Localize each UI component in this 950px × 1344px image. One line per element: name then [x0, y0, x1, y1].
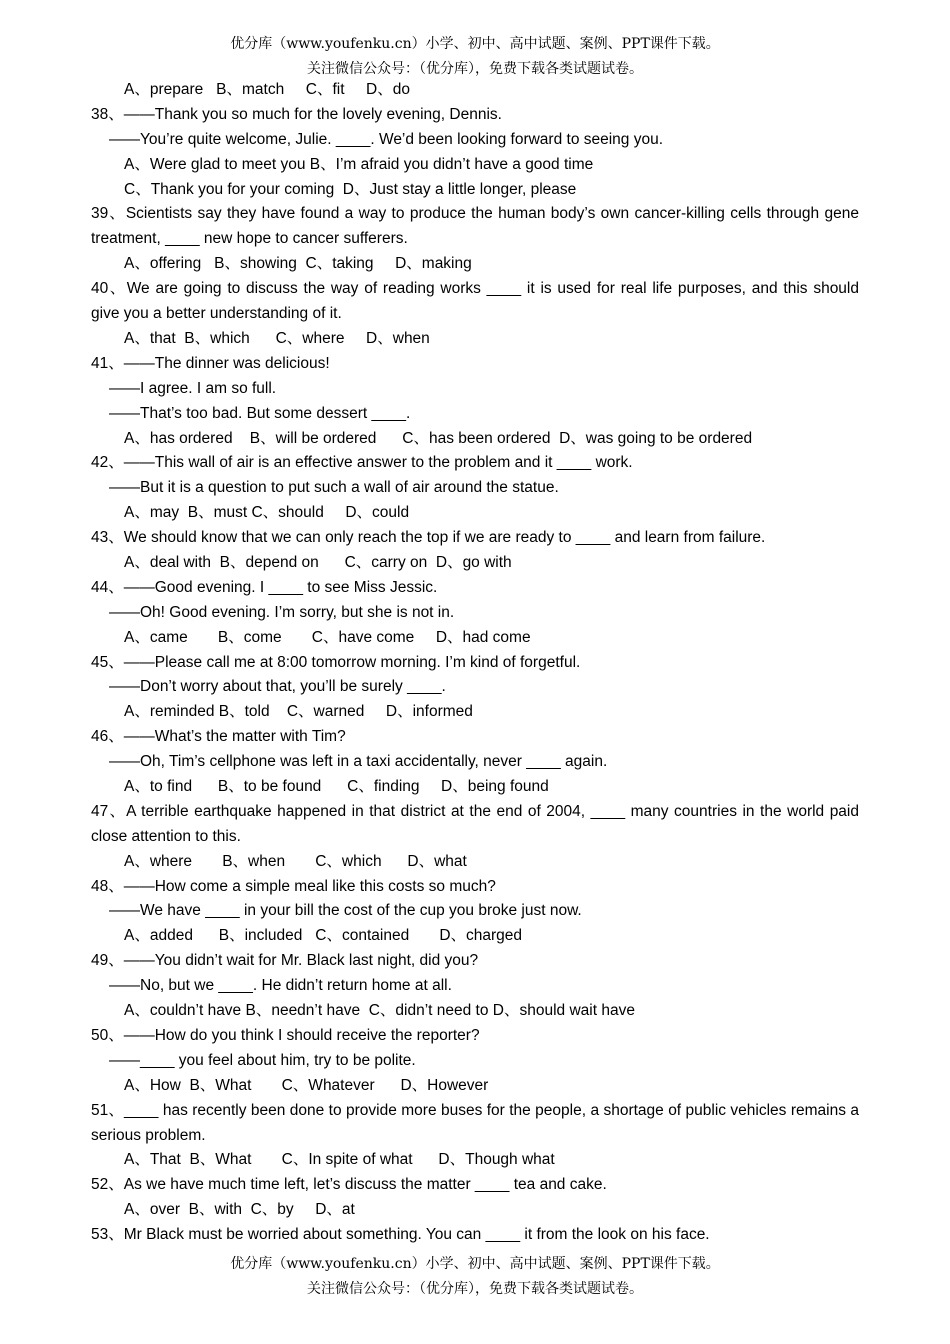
answer-options: A、reminded B、told C、warned D、informed — [124, 703, 473, 721]
question-line: 38、——Thank you so much for the lovely evening, Dennis. — [91, 105, 502, 123]
question-line: 51、____ has recently been done to provide more buses for the people, a shortage of public vehicles remains a serious problem. — [91, 1101, 859, 1144]
dialogue-line: ——You’re quite welcome, Julie. ____. We’d been looking forward to seeing you. — [109, 130, 664, 148]
dialogue-line: ——That’s too bad. But some dessert ____. — [109, 404, 411, 422]
dialogue-line: ——Oh! Good evening. I’m sorry, but she is not in. — [109, 603, 455, 621]
question-line: 47、A terrible earthquake happened in that district at the end of 2004, ____ many countries in the world paid close attention to this. — [91, 802, 859, 845]
question-line: 42、——This wall of air is an effective answer to the problem and it ____ work. — [91, 454, 633, 472]
answer-options: A、prepare B、match C、fit D、do — [124, 81, 410, 98]
answer-options: A、added B、included C、contained D、charged — [124, 927, 523, 945]
answer-options: A、over B、with C、by D、at — [124, 1201, 355, 1219]
question-line: 46、——What’s the matter with Tim? — [91, 728, 346, 746]
dialogue-line: ——Don’t worry about that, you’ll be surely ____. — [109, 678, 446, 696]
dialogue-line: ——No, but we ____. He didn’t return home at all. — [109, 977, 452, 995]
answer-options: A、where B、when C、which D、what — [124, 852, 467, 870]
dialogue-line: ——I agree. I am so full. — [109, 379, 277, 397]
answer-options: A、came B、come C、have come D、had come — [124, 628, 531, 646]
answer-options: A、to find B、to be found C、finding D、being found — [124, 778, 549, 795]
answer-options: A、that B、which C、where D、when — [124, 329, 430, 347]
answer-options: A、couldn’t have B、needn’t have C、didn’t need to D、should wait have — [124, 1002, 635, 1020]
question-line: 50、——How do you think I should receive the reporter? — [91, 1026, 480, 1044]
answer-options: A、deal with B、depend on C、carry on D、go with — [124, 553, 512, 571]
question-line: 41、——The dinner was delicious! — [91, 354, 330, 372]
answer-options: A、Were glad to meet you B、I’m afraid you didn’t have a good time — [124, 155, 594, 173]
answer-options: A、How B、What C、Whatever D、However — [124, 1076, 489, 1094]
question-line: 49、——You didn’t wait for Mr. Black last night, did you? — [91, 952, 479, 970]
question-line: 52、As we have much time left, let’s discuss the matter ____ tea and cake. — [91, 1176, 607, 1194]
question-line: 39、Scientists say they have found a way to produce the human body’s own cancer-killing cells through gene treatment, ____ new hope to cancer sufferers. — [91, 205, 859, 248]
answer-options: A、may B、must C、should D、could — [124, 504, 410, 522]
page-header-line1: 优分库（www.youfenku.cn）小学、初中、高中试题、案例、PPT课件下载。 — [230, 36, 720, 52]
question-line: 48、——How come a simple meal like this costs so much? — [91, 877, 496, 895]
page-footer-line1: 优分库（www.youfenku.cn）小学、初中、高中试题、案例、PPT课件下载。 — [230, 1256, 720, 1272]
answer-options: A、That B、What C、In spite of what D、Though what — [124, 1151, 555, 1169]
dialogue-line: ——But it is a question to put such a wall of air around the statue. — [109, 479, 559, 497]
document-body — [91, 78, 859, 1248]
page-header-line2: 关注微信公众号：（优分库），免费下载各类试题试卷。 — [307, 61, 643, 77]
dialogue-line: ——____ you feel about him, try to be polite. — [109, 1051, 416, 1069]
question-line: 43、We should know that we can only reach the top if we are ready to ____ and learn from failure. — [91, 529, 766, 547]
answer-options: C、Thank you for your coming D、Just stay a little longer, please — [124, 180, 577, 198]
question-line: 53、Mr Black must be worried about something. You can ____ it from the look on his face. — [91, 1226, 710, 1244]
answer-options: A、offering B、showing C、taking D、making — [124, 255, 472, 273]
dialogue-line: ——We have ____ in your bill the cost of the cup you broke just now. — [109, 902, 582, 920]
question-line: 40、We are going to discuss the way of reading works ____ it is used for real life purposes, and this should give you a better understanding of it. — [91, 280, 859, 323]
dialogue-line: ——Oh, Tim’s cellphone was left in a taxi accidentally, never ____ again. — [109, 753, 608, 771]
page-footer-line2: 关注微信公众号：（优分库），免费下载各类试题试卷。 — [307, 1281, 643, 1297]
question-line: 45、——Please call me at 8:00 tomorrow morning. I’m kind of forgetful. — [91, 653, 581, 671]
answer-options: A、has ordered B、will be ordered C、has been ordered D、was going to be ordered — [124, 429, 753, 447]
question-line: 44、——Good evening. I ____ to see Miss Jessic. — [91, 578, 438, 596]
